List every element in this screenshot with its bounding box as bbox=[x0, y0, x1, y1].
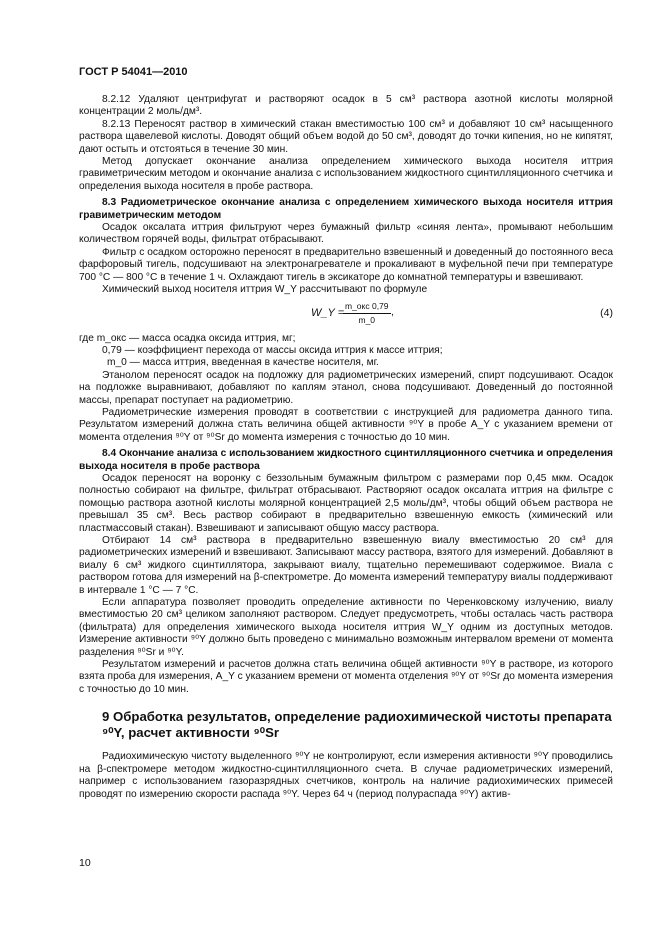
paragraph-8-3-3: Химический выход носителя иттрия W_Y рассчитывают по формуле bbox=[102, 284, 428, 296]
formula-tail: , bbox=[391, 306, 394, 318]
page-number: 10 bbox=[79, 857, 91, 869]
formula-definitions bbox=[79, 333, 613, 370]
paragraph-8-4-3: Если аппаратура позволяет проводить определение активности по Черенковскому излучению, виалу вместимостью 20 см³ целиком заполняют раствором. Следует предусмотреть, чтобы осталась часть раствора (фильтрата) для определения химического выхода носителя иттрия W_Y одним из доступных методов. Измерение активности ⁹⁰Y должно быть проведено с минимально возможным интервалом времени от момента разделения ⁹⁰Sr и ⁹⁰Y. bbox=[79, 597, 613, 658]
formula-fraction bbox=[343, 300, 391, 327]
paragraph-method: Метод допускает окончание анализа определением химического выхода носителя иттрия гравиметрическим методом и окончание анализа с использованием жидкостного сцинтилляционного счетчика и определения выхода носителя в пробе раствора. bbox=[79, 156, 613, 192]
paragraph-8-3-1: Осадок оксалата иттрия фильтруют через бумажный фильтр «синяя лента», промывают небольшим количеством горячей воды, фильтрат отбрасывают. bbox=[79, 222, 613, 246]
document-body bbox=[79, 94, 613, 801]
formula-denominator: m_0 bbox=[358, 314, 376, 325]
paragraph-8-2-12: 8.2.12 Удаляют центрифугат и растворяют осадок в 5 см³ раствора азотной кислоты молярной концентрации 2 моль/дм³. bbox=[79, 94, 613, 118]
section-heading-9: 9 Обработка результатов, определение радиохимической чистоты препарата ⁹⁰Y, расчет активности ⁹⁰Sr bbox=[102, 709, 612, 741]
paragraph-8-4-1: Осадок переносят на воронку с беззольным бумажным фильтром с размерами пор 0,45 мкм. Осадок полностью собирают на фильтре, фильтрат отбрасывают. Растворяют осадок оксалата иттрия на фильтре с помощью раствора азотной кислоты молярной концентрацией 2,5 моль/дм³, чтобы общий объем раствора не превышал 35 см³. Весь раствор собирают в предварительно взвешенную емкость (химический или пластмассовый стакан). Взвешивают и записывают общую массу раствора. bbox=[79, 472, 613, 534]
section-heading-8-3: 8.3 Радиометрическое окончание анализа с определением химического выхода носителя иттрия гравиметрическим методом bbox=[79, 197, 613, 221]
formula-numerator: m_окс 0,79 bbox=[343, 300, 391, 314]
paragraph-8-4-4: Результатом измерений и расчетов должна стать величина общей активности ⁹⁰Y в растворе, из которого взята проба для измерения, A_Y с указанием времени от момента отделения ⁹⁰Y от ⁹⁰Sr до момента измерения с точностью до 10 мин. bbox=[79, 659, 613, 695]
paragraph-8-3-4: Этанолом переносят осадок на подложку для радиометрических измерений, спирт подсушивают. Осадок на подложке выравнивают, добавляют по каплям этанол, снова подсушивают. Доведенный до постоянной массы, препарат поступает на радиометрию. bbox=[79, 369, 613, 406]
document-header: ГОСТ Р 54041—2010 bbox=[79, 66, 188, 78]
definition-item: где m_окс — масса осадка оксида иттрия, мг; bbox=[79, 332, 296, 344]
paragraph-8-4-2: Отбирают 14 см³ раствора в предварительно взвешенную виалу вместимостью 20 см³ для радиометрических измерений и взвешивают. Записывают массу раствора, взятого для измерений. Добавляют в виалу 6 см³ жидкого сцинтиллятора, закрывают виалу, тщательно перемешивают содержимое. Виала с раствором готова для измерений на β-спектрометре. До момента измерений температуру виалы поддерживают в интервале 1 °С — 7 °С. bbox=[79, 535, 613, 596]
paragraph-8-3-5: Радиометрические измерения проводят в соответствии с инструкцией для радиометра данного типа. Результатом измерений должна стать величина общей активности ⁹⁰Y в пробе A_Y с указанием времени от момента отделения ⁹⁰Y от ⁹⁰Sr до момента измерения с точностью до 10 мин. bbox=[79, 406, 613, 443]
formula-lhs: W_Y = bbox=[311, 306, 345, 319]
formula-number: (4) bbox=[600, 306, 613, 319]
section-heading-8-4: 8.4 Окончание анализа с использованием жидкостного сцинтилляционного счетчика и определения выхода носителя в пробе раствора bbox=[79, 448, 613, 472]
definition-item: 0,79 — коэффициент перехода от массы оксида иттрия к массе иттрия; bbox=[102, 344, 443, 356]
formula-4 bbox=[79, 299, 613, 331]
paragraph-8-2-13: 8.2.13 Переносят раствор в химический стакан вместимостью 100 см³ и добавляют 10 см³ насыщенного раствора щавелевой кислоты. Доводят общий объем водой до 50 см³, доводят до точки кипения, но не кипятят, дают остыть и отстояться в течение 30 мин. bbox=[79, 118, 613, 155]
definition-item: m_0 — масса иттрия, введенная в качестве носителя, мг. bbox=[107, 357, 379, 369]
paragraph-9-1: Радиохимическую чистоту выделенного ⁹⁰Y не контролируют, если измерения активности ⁹⁰Y проводились на β-спектромере методом жидкостно-сцинтилляционного счета. В случае радиометрических измерений, например с использованием газоразрядных счетчиков, контроль на наличие радиохимических примесей проводят по измерению скорости распада ⁹⁰Y. Через 64 ч (период полураспада ⁹⁰Y) актив- bbox=[79, 751, 613, 800]
paragraph-8-3-2: Фильтр с осадком осторожно переносят в предварительно взвешенный и доведенный до постоянного веса фарфоровый тигель, подсушивают на электронагревателе и прокаливают в муфельной печи при температуре 700 °С — 800 °С в течение 1 ч. Охлаждают тигель в эксикаторе до комнатной температуры и взвешивают. bbox=[79, 246, 613, 283]
